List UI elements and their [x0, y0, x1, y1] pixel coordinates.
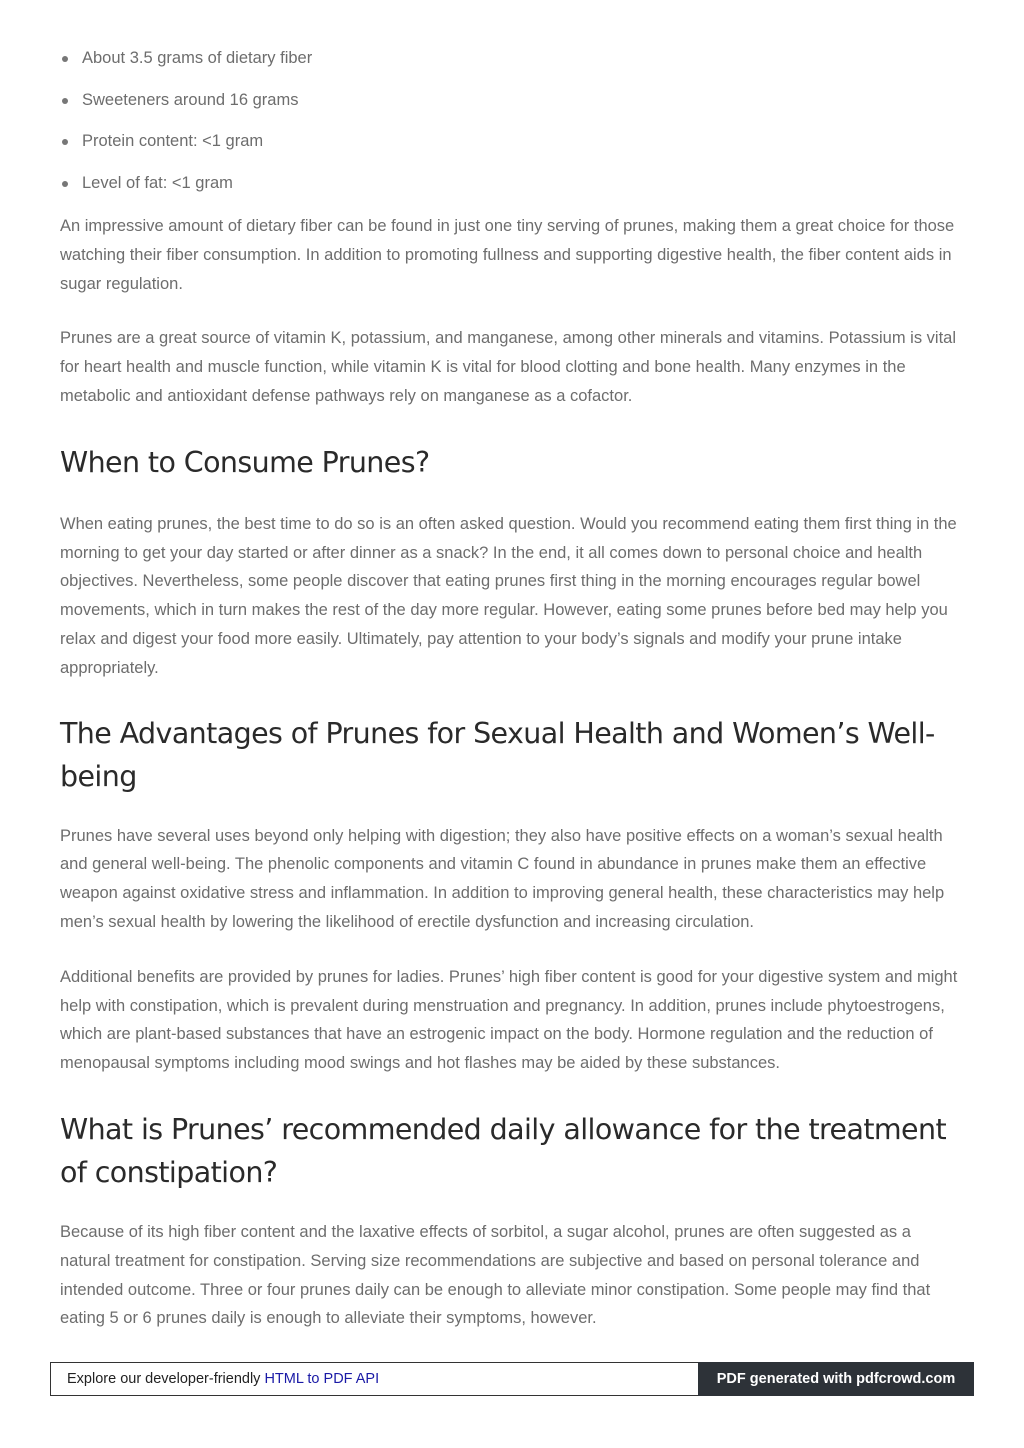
- footer-explore: [50, 1362, 698, 1396]
- list-item: [60, 46, 965, 70]
- heading-when: When to Consume Prunes?: [60, 445, 430, 479]
- pdf-footer-banner: [50, 1362, 974, 1396]
- bullet-icon: [62, 98, 68, 104]
- heading-advantages: The Advantages of Prunes for Sexual Health and Women’s Well-being: [60, 716, 935, 793]
- list-item: [60, 129, 965, 153]
- paragraph-vitamins: Prunes are a great source of vitamin K, potassium, and manganese, among other minerals and vitamins. Potassium is vital for heart health and muscle function, while vitamin K is vital for blood clotting and bone health. Many enzymes in the metabolic and antioxidant defense pathways rely on manganese as a cofactor.: [60, 329, 957, 405]
- paragraph-when: When eating prunes, the best time to do so is an often asked question. Would you recommend eating them first thing in the morning to get your day started or after dinner as a snack? In the end, it all comes down to personal choice and health objectives. Nevertheless, some people discover that eating prunes first thing in the morning encourages regular bowel movements, which in turn makes the rest of the day more regular. However, eating some prunes before bed may help you relax and digest your food more easily. Ultimately, pay attention to your body’s signals and modify your prune intake appropriately.: [60, 514, 957, 677]
- nutrition-list: [60, 46, 965, 195]
- footer-explore-text: Explore our developer-friendly: [67, 1371, 261, 1387]
- list-item-text: Protein content: <1 gram: [82, 132, 264, 150]
- html-to-pdf-api-link[interactable]: HTML to PDF API: [264, 1371, 380, 1387]
- bullet-icon: [62, 139, 68, 145]
- bullet-icon: [62, 56, 68, 62]
- footer-generated-badge[interactable]: [698, 1362, 974, 1396]
- bullet-icon: [62, 181, 68, 187]
- paragraph-ladies: Additional benefits are provided by prunes for ladies. Prunes’ high fiber content is good for your digestive system and might help with constipation, which is prevalent during menstruation and pregnancy. In addition, prunes include phytoestrogens, which are plant-based substances that have an estrogenic impact on the body. Hormone regulation and the reduction of menopausal symptoms including mood swings and hot flashes may be aided by these substances.: [60, 967, 958, 1073]
- article-body: [60, 46, 965, 1333]
- list-item: [60, 88, 965, 112]
- paragraph-fiber: An impressive amount of dietary fiber can be found in just one tiny serving of prunes, making them a great choice for those watching their fiber consumption. In addition to promoting fullness and supporting digestive health, the fiber content aids in sugar regulation.: [60, 217, 955, 293]
- paragraph-constipation: Because of its high fiber content and the laxative effects of sorbitol, a sugar alcohol, prunes are often suggested as a natural treatment for constipation. Serving size recommendations are subjective and based on personal tolerance and intended outcome. Three or four prunes daily can be enough to alleviate minor constipation. Some people may find that eating 5 or 6 prunes daily is enough to alleviate their symptoms, however.: [60, 1222, 931, 1328]
- paragraph-sexual-health: Prunes have several uses beyond only helping with digestion; they also have positive effects on a woman’s sexual health and general well-being. The phenolic components and vitamin C found in abundance in prunes make them an effective weapon against oxidative stress and inflammation. In addition to improving general health, these characteristics may help men’s sexual health by lowering the likelihood of erectile dysfunction and increasing circulation.: [60, 826, 945, 931]
- list-item-text: Sweeteners around 16 grams: [82, 90, 299, 109]
- list-item: [60, 171, 965, 195]
- heading-allowance: What is Prunes’ recommended daily allowance for the treatment of constipation?: [60, 1112, 947, 1189]
- footer-generated-text: PDF generated with pdfcrowd.com: [716, 1371, 956, 1387]
- list-item-text: About 3.5 grams of dietary fiber: [82, 49, 313, 67]
- list-item-text: Level of fat: <1 gram: [82, 173, 233, 192]
